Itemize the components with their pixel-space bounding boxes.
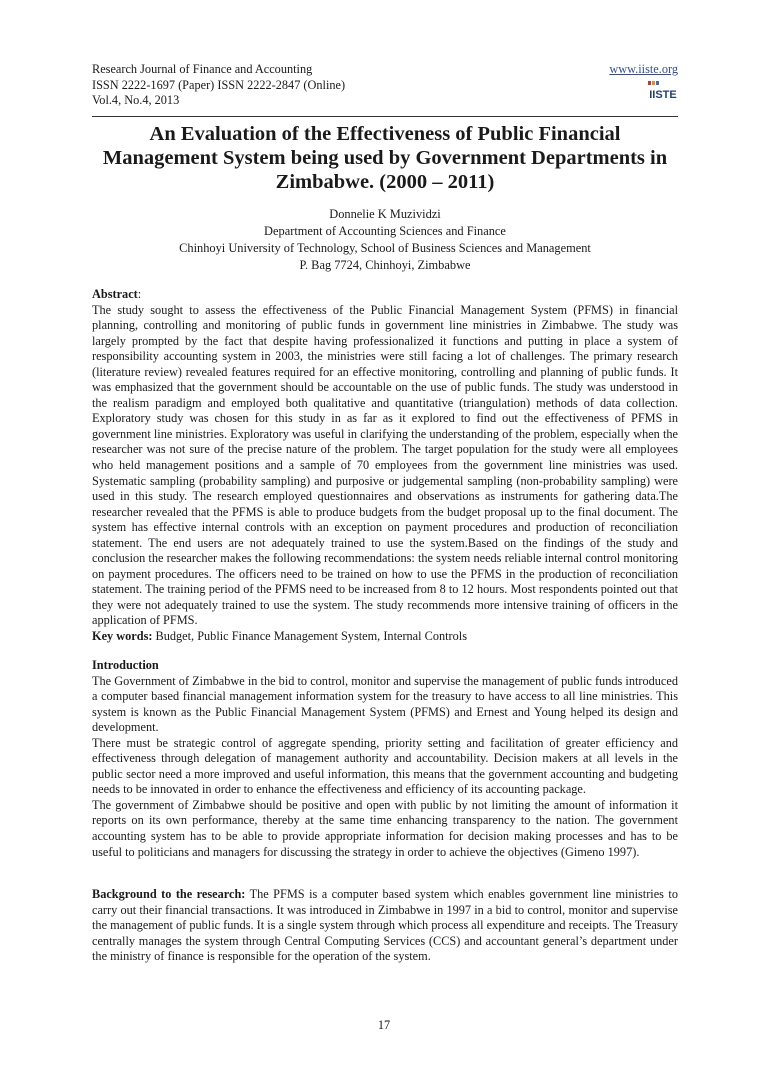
title-line-1: An Evaluation of the Effectiveness of Public Financial <box>149 123 621 145</box>
abstract-heading-suffix: : <box>137 287 142 301</box>
logo-accent-blue <box>656 81 659 85</box>
introduction-heading: Introduction <box>92 658 159 672</box>
keywords-line <box>92 629 678 645</box>
background-heading: Background to the research: <box>92 887 246 901</box>
keywords-label: Key words: <box>92 629 153 644</box>
header-divider <box>92 116 678 117</box>
background-text: The PFMS is a computer based system which enables government line ministries to carry out their financial transactions. It was introduced in Zimbabwe in 1997 in a bid to control, monitor and supervise the management of public funds. It is a single system through which process all expenditure and receipts. The Treasury centrally manages the system through Central Computing Services (CCS) and accountant general’s department under the ministry of finance is responsible for the operation of the system. <box>92 887 678 964</box>
introduction-paragraph-3: The government of Zimbabwe should be positive and open with public by not limiting the amount of information it reports on its own performance, thereby at the same time enhancing transparency to the nation. The government accounting system has to be able to provide appropriate information for decision making processes and has to be useful to politicians and managers for discussing the strategy in order to achieve the objectives (Gimeno 1997). <box>92 797 678 859</box>
paper-title <box>92 122 678 194</box>
introduction-section <box>92 658 678 860</box>
abstract-heading-line <box>92 287 678 303</box>
journal-header <box>92 62 678 114</box>
journal-volume: Vol.4, No.4, 2013 <box>92 93 180 107</box>
author-name: Donnelie K Muzividzi <box>329 207 441 221</box>
background-paragraph <box>92 887 678 965</box>
title-line-2: Management System being used by Government Departments in <box>102 147 668 169</box>
introduction-paragraph-2: There must be strategic control of aggregate spending, priority setting and facilitation of greater efficiency and effectiveness through delegation of management authority and accountability. Decision makers at all levels in the public sector need a more improved and useful information, this means that the government accounting and budgeting needs to be innovated in order to enhance the effectiveness and efficiency of its accounting package. <box>92 735 678 797</box>
journal-issn: ISSN 2222-1697 (Paper) ISSN 2222-2847 (Online) <box>92 77 346 92</box>
abstract-text: The study sought to assess the effectiveness of the Public Financial Management System (PFMS) in financial planning, controlling and monitoring of public funds in government line ministries in Zimbabwe. The study was largely prompted by the fact that despite having professionalized it functions and putting in place a system of responsibility accounting system in 2003, the ministries were still facing a lot of challenges. The primary research (literature review) revealed features required for an effective monitoring, controlling and planning of public funds. It was emphasized that the government should be accountable on the use of public funds. The study was understood in the realism paradigm and employed both qualitative and quantitative (triangulation) methods of data collection. Exploratory study was chosen for this study in as far as it explored to find out the effectiveness of PFMS in government line ministries. Exploratory was useful in clarifying the understanding of the problem, especially when the researcher was not sure of the precise nature of the problem. The target population for the study were all employees who held management positions and a sample of 70 employees from the government line ministries was used. Systematic sampling (probability sampling) and purposive or judgemental sampling (non-probability sampling) were used in this study. The research employed questionnaires and observations as instruments for gathering data.The researcher revealed that the PFMS is able to produce budgets from the budget proposal up to the final document. The system has effective internal controls with an exception on payment procedures and production of reconciliation statement. The end users are not adequately trained to use the system.Based on the findings of the study and conclusion the researcher makes the following recommendations: the system needs reliable internal control monitoring on payment procedures. The officers need to be trained on how to use the PFMS in the production of reconciliation statement. The training period of the PFMS need to be increased from 8 to 12 hours. Most respondents pointed out that they were not adequately trained to use the system. The study recommends more intensive training of officers in the application of PFMS. <box>92 302 678 628</box>
keywords-text: Budget, Public Finance Management System, Internal Controls <box>152 629 467 644</box>
abstract-section <box>92 287 678 645</box>
logo-accent-red <box>648 81 651 85</box>
title-line-3: Zimbabwe. (2000 – 2011) <box>275 171 495 193</box>
author-address: P. Bag 7724, Chinhoyi, Zimbabwe <box>299 258 471 272</box>
iiste-logo <box>646 80 680 102</box>
author-department: Department of Accounting Sciences and Finance <box>264 224 506 238</box>
journal-name: Research Journal of Finance and Accounting <box>92 62 313 76</box>
author-university: Chinhoyi University of Technology, School of Business Sciences and Management <box>179 241 591 255</box>
journal-url-link[interactable]: www.iiste.org <box>609 62 678 76</box>
author-block <box>92 206 678 274</box>
page-number: 17 <box>377 1018 391 1032</box>
abstract-heading: Abstract <box>92 287 138 301</box>
logo-accent-orange <box>652 81 655 85</box>
introduction-paragraph-1: The Government of Zimbabwe in the bid to control, monitor and supervise the management of public funds introduced a computer based financial management information system for the treasury to have access to all line ministries. This system is known as the Public Financial Management System (PFMS) and Ernest and Young helped its design and development. <box>92 673 678 735</box>
logo-text: IISTE <box>649 89 677 101</box>
background-section <box>92 887 678 965</box>
